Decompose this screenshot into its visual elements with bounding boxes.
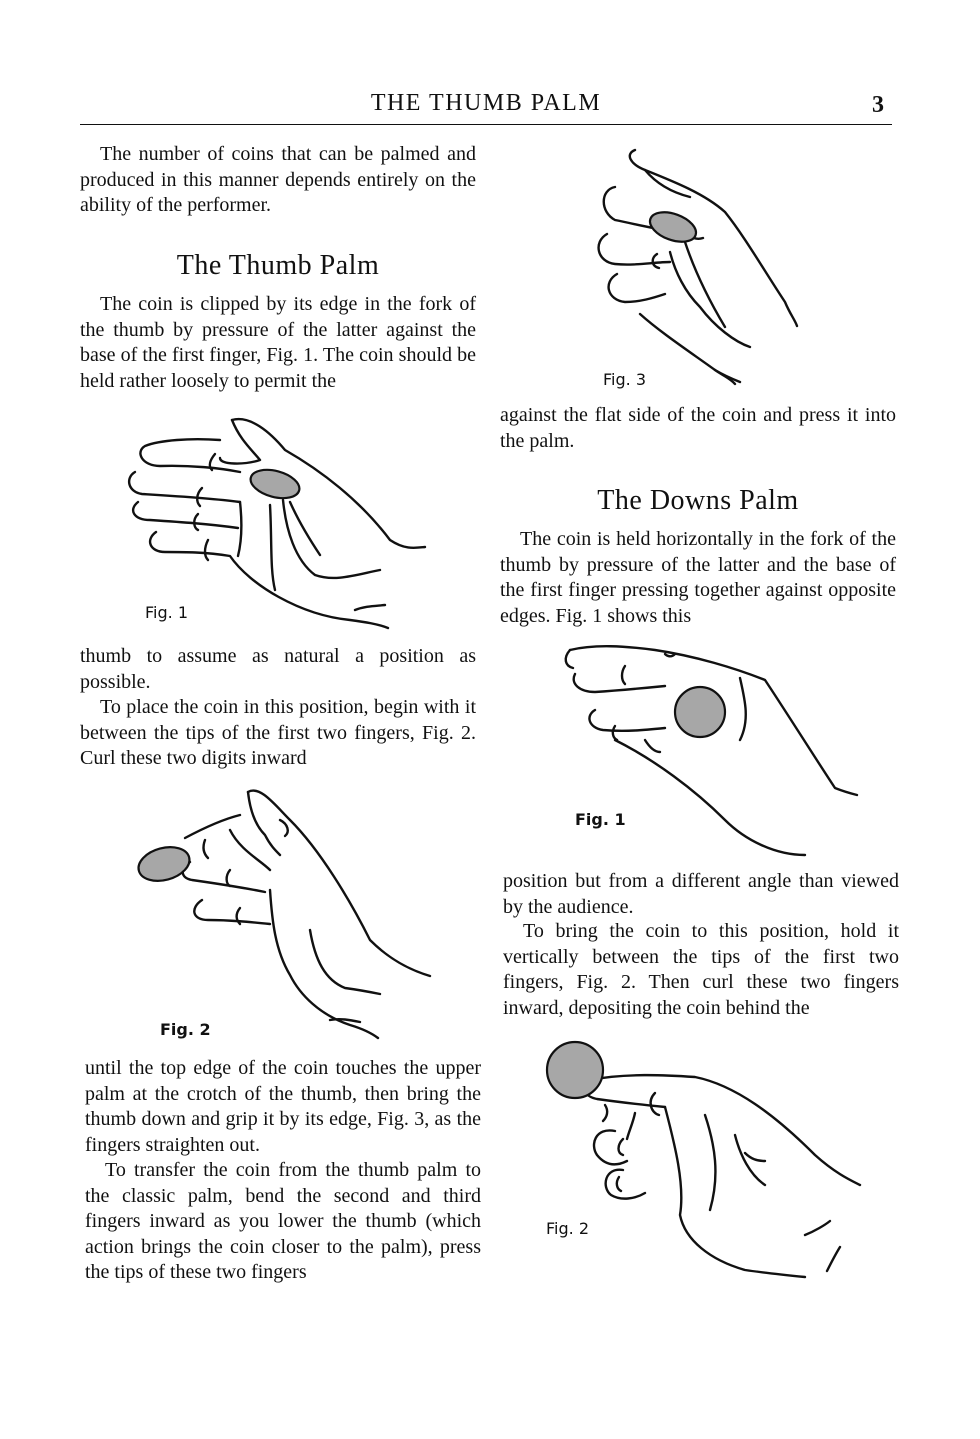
section-heading-thumb-palm: The Thumb Palm [176,250,380,281]
paragraph-transfer: To transfer the coin from the thumb palm to the classic palm, bend the second and third fingers inward as you lower the thumb (which action brings the coin closer to the palm), press the tips of these two fingers [85,1159,481,1283]
paragraph-place: To place the coin in this position, begin with it between the tips of the first two fingers, Fig. 2. Curl these two digits inward [80,696,476,769]
figure-thumb-palm-3 [585,142,815,387]
hand-illustration-fig3 [585,142,815,387]
paragraph-against: against the flat side of the coin and press it into the palm. [500,404,896,452]
fig1-caption-right: Fig. 1 [575,810,626,829]
hand-illustration-fig2 [130,780,440,1040]
paragraph-position: position but from a different angle than viewed by the audience. [503,870,899,918]
fig2-caption-left: Fig. 2 [160,1020,211,1039]
figure-thumb-palm-2 [130,780,440,1040]
fig3-caption-right: Fig. 3 [603,370,646,389]
running-head [0,90,980,122]
paragraph-held: The coin is held horizontally in the fork of the thumb by pressure of the latter and the base of the first finger pressing together against opposite edges. Fig. 1 shows this [500,528,896,627]
paragraph-intro: The number of coins that can be palmed and produced in this manner depends entirely on the ability of the performer. [80,143,476,216]
section-heading-downs-palm: The Downs Palm [597,485,799,516]
fig2-caption-right: Fig. 2 [546,1219,589,1238]
paragraph-until: until the top edge of the coin touches the upper palm at the crotch of the thumb, then bring the thumb down and grip it by its edge, Fig. 3, as the fingers straighten out. [85,1057,481,1156]
paragraph-thumb-natural: thumb to assume as natural a position as possible. [80,645,476,693]
hand-illustration-downs-fig2 [535,1035,870,1285]
paragraph-clip: The coin is clipped by its edge in the fork of the thumb by pressure of the latter against the base of the first finger, Fig. 1. The coin should be held rather loosely to permit the [80,293,476,392]
paragraph-bring: To bring the coin to this position, hold it vertically between the tips of the first two fingers, Fig. 2. Then curl these two fingers inward, depositing the coin behind the [503,920,899,1019]
figure-downs-palm-2 [535,1035,870,1285]
page-number: 3 [872,92,884,118]
running-title: THE THUMB PALM [370,90,602,116]
fig1-caption-left: Fig. 1 [145,603,188,622]
header-rule [80,124,892,125]
